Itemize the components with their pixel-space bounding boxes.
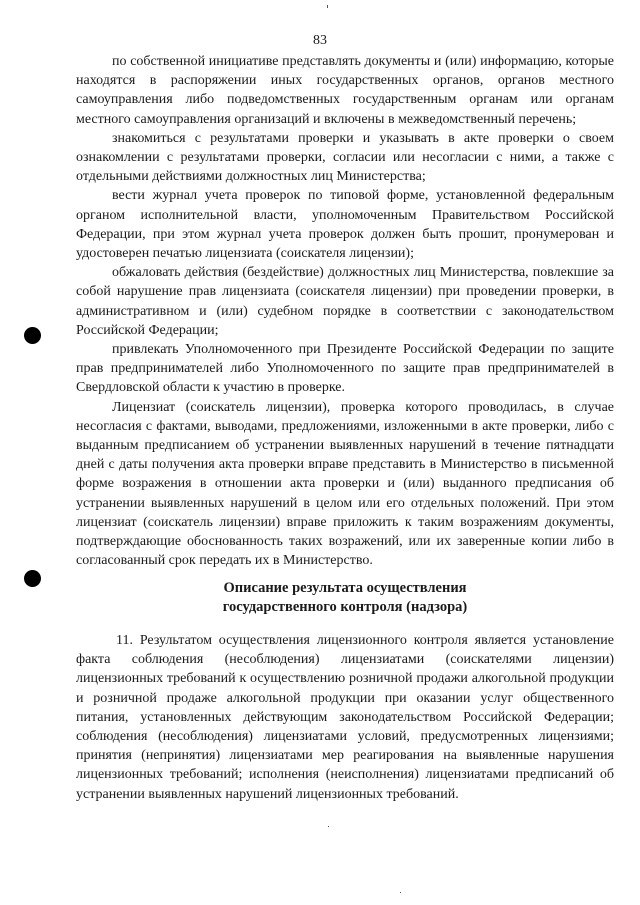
- body-text-bottom: [76, 631, 614, 804]
- paragraph-objections: Лицензиат (соискатель лицензии), проверка которого проводилась, в случае несогласия с фактами, выводами, предложениями, изложенными в акте проверки, либо с выданным предписанием об устранении выявленных нарушений в течение пятнадцати дней с даты получения акта проверки вправе представить в Министерство в письменной форме возражения в отношении акта проверки и (или) выданного предписания об устранении выявленных нарушений в целом или его отдельных положений. При этом лицензиат (соискатель лицензии) вправе приложить к таким возражениям документы, подтверждающие обоснованность таких возражений, или их заверенные копии либо в согласованный срок передать их в Министерство.: [76, 399, 614, 569]
- scan-speck: [400, 892, 401, 893]
- paragraph-control-result: 11. Результатом осуществления лицензионного контроля является установление факта соблюдения (несоблюдения) лицензиатами (соискателями лицензии) лицензионных требований к осуществлению розничной продажи алкогольной продукции и розничной продаже алкогольной продукции при оказании услуг общественного питания, установленных действующим законодательством Российской Федерации; соблюдения (несоблюдения) лицензиатами условий, предусмотренных лицензиями; принятия (непринятия) лицензиатами мер реагирования на выявленные нарушения лицензионных требований; исполнения (неисполнения) лицензиатами предписаний об устранении выявленных нарушений лицензионных требований.: [76, 633, 614, 802]
- paragraph-submit-documents: по собственной инициативе представлять документы и (или) информацию, которые находятся в распоряжении иных государственных органов, органов местного самоуправления либо подведомственных государственным органам или органам местного самоуправления организаций и включены в межведомственный перечень;: [76, 54, 614, 127]
- punch-hole: [24, 570, 41, 587]
- body-text-top: [76, 52, 614, 570]
- section-heading-line-1: Описание результата осуществления: [223, 580, 467, 596]
- paragraph-inspection-log: вести журнал учета проверок по типовой форме, установленной федеральным органом исполнительной власти, уполномоченным Правительством Российской Федерации, при этом журнал учета проверок должен быть прошит, пронумерован и удостоверен печатью лицензиата (соискателя лицензии);: [76, 188, 614, 262]
- scan-speck: [327, 5, 328, 8]
- punch-hole: [24, 327, 41, 344]
- section-heading: [76, 579, 614, 617]
- page-number: 83: [313, 33, 327, 48]
- paragraph-ombudsman: привлекать Уполномоченного при Президенте Российской Федерации по защите прав предпринимателей либо Уполномоченного по защите прав предпринимателей в Свердловской области к участию в проверке.: [76, 342, 614, 396]
- scan-speck: [328, 826, 329, 827]
- paragraph-review-results: знакомиться с результатами проверки и указывать в акте проверки о своем ознакомлении с результатами проверки, согласии или несогласии с ними, а также с отдельными действиями должностных лиц Министерства;: [76, 130, 614, 185]
- section-heading-line-2: государственного контроля (надзора): [222, 599, 468, 615]
- paragraph-appeal-actions: обжаловать действия (бездействие) должностных лиц Министерства, повлекшие за собой нарушение прав лицензиата (соискателя лицензии) при проведении проверки, в административном и (или) судебном порядке в соответствии с законодательством Российской Федерации;: [76, 265, 614, 338]
